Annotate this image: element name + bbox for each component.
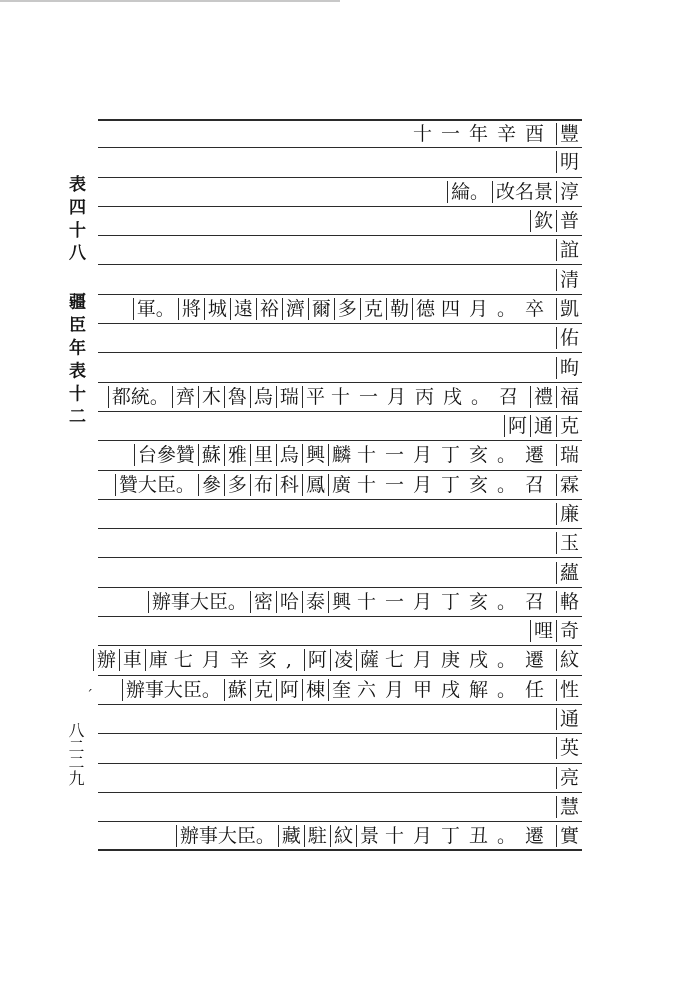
row-cells: [556, 353, 582, 381]
row-cells: [530, 617, 582, 645]
caption-char: 十: [65, 220, 85, 238]
row-cells: [115, 471, 582, 499]
entry-cell: 七月庚戌。遷: [384, 649, 553, 672]
row-cells: [556, 558, 582, 586]
entry-cell: 紋: [330, 825, 356, 847]
entry-cell: 麟: [328, 444, 354, 466]
table-row: [98, 324, 582, 353]
table-row: [98, 148, 582, 177]
entry-cell: 辦事大臣。: [148, 591, 250, 613]
table-row: [98, 676, 582, 705]
official-table: [98, 119, 582, 851]
row-cells: [556, 793, 582, 821]
entry-cell: 十一月丁亥。遷: [356, 444, 553, 467]
official-name-cell: 誼: [556, 239, 582, 261]
official-name-cell: 實: [556, 825, 582, 847]
entry-cell: 鳳: [302, 474, 328, 496]
row-cells: [556, 265, 582, 293]
row-cells: [148, 588, 582, 616]
entry-cell: 哈: [276, 591, 302, 613]
row-cells: [122, 676, 582, 704]
entry-cell: 七月辛亥,: [173, 649, 301, 672]
official-name-cell: 瑞: [556, 444, 582, 466]
entry-cell: 平: [302, 386, 328, 408]
table-row: [98, 529, 582, 558]
official-name-cell: 淳: [556, 181, 582, 203]
table-row: [98, 236, 582, 265]
table-row: [98, 588, 582, 617]
table-row: [98, 500, 582, 529]
entry-cell: 阿: [304, 649, 330, 671]
entry-cell: 雅: [224, 444, 250, 466]
table-row: [98, 383, 582, 412]
entry-cell: 濟: [282, 298, 308, 320]
entry-cell: 瑞: [276, 386, 302, 408]
row-cells: [504, 412, 582, 440]
side-caption: [58, 175, 92, 424]
table-row: [98, 734, 582, 763]
entry-cell: 爾: [308, 298, 334, 320]
entry-cell: 四月。卒: [440, 297, 553, 320]
official-name-cell: 福: [556, 386, 582, 408]
official-name-cell: 慧: [556, 796, 582, 818]
entry-cell: 城: [204, 298, 230, 320]
entry-cell: 辦事大臣。: [176, 825, 278, 847]
official-name-cell: 昫: [556, 357, 582, 379]
row-cells: [410, 121, 582, 147]
caption-char: 表: [65, 361, 85, 379]
entry-cell: 興: [302, 444, 328, 466]
entry-cell: 軍。: [133, 298, 178, 320]
entry-cell: 欽: [530, 210, 556, 232]
entry-cell: 車: [119, 649, 145, 671]
entry-cell: 德: [412, 298, 438, 320]
entry-cell: 通: [530, 415, 556, 437]
entry-cell: 十一月丙戌。召: [330, 385, 527, 408]
table-row: [98, 295, 582, 324]
entry-cell: 克: [360, 298, 386, 320]
row-cells: [93, 646, 582, 674]
table-row: [98, 764, 582, 793]
official-name-cell: 廉: [556, 503, 582, 525]
table-row: [98, 646, 582, 675]
entry-cell: 十一月丁亥。召: [356, 473, 553, 496]
entry-cell: 烏: [250, 386, 276, 408]
entry-cell: 辦: [93, 649, 119, 671]
entry-cell: 六月甲戌解。任: [356, 678, 553, 701]
table-row: [98, 793, 582, 822]
entry-cell: 蘇: [224, 679, 250, 701]
official-name-cell: 亮: [556, 767, 582, 789]
entry-cell: 禮: [530, 386, 556, 408]
caption-char: 表: [65, 175, 85, 192]
entry-cell: 魯: [224, 386, 250, 408]
entry-cell: 棟: [302, 679, 328, 701]
caption-char: 四: [65, 197, 85, 215]
entry-cell: 興: [328, 591, 354, 613]
official-name-cell: 凱: [556, 298, 582, 320]
entry-cell: 科: [276, 474, 302, 496]
entry-cell: 烏: [276, 444, 302, 466]
entry-cell: 辦事大臣。: [122, 679, 224, 701]
entry-cell: 泰: [302, 591, 328, 613]
table-row: [98, 822, 582, 851]
table-row: [98, 353, 582, 382]
official-name-cell: 紋: [556, 649, 582, 671]
official-name-cell: 通: [556, 708, 582, 730]
row-cells: [556, 764, 582, 792]
table-row: [98, 441, 582, 470]
caption-char: 年: [65, 338, 85, 356]
page-number: 八二二九: [66, 722, 85, 786]
entry-cell: 裕: [256, 298, 282, 320]
official-name-cell: 克: [556, 415, 582, 437]
official-name-cell: 佑: [556, 327, 582, 349]
entry-cell: 奎: [328, 679, 354, 701]
official-name-cell: 普: [556, 210, 582, 232]
entry-cell: 駐: [304, 825, 330, 847]
caption-char: 八: [65, 243, 85, 261]
row-cells: [556, 148, 582, 176]
caption-char: 十: [65, 384, 85, 402]
row-cells: [176, 822, 582, 849]
entry-cell: 廣: [328, 474, 354, 496]
entry-cell: 綸。: [447, 181, 492, 203]
official-name-cell: 豐: [556, 123, 582, 145]
row-cells: [556, 705, 582, 733]
table-row: [98, 471, 582, 500]
row-cells: [556, 500, 582, 528]
official-name-cell: 性: [556, 679, 582, 701]
margin-tick: ˊ: [86, 688, 93, 704]
table-row: [98, 617, 582, 646]
entry-cell: 克: [250, 679, 276, 701]
entry-cell: 多: [334, 298, 360, 320]
row-cells: [556, 236, 582, 264]
entry-cell: 阿: [504, 415, 530, 437]
official-name-cell: 玉: [556, 532, 582, 554]
row-cells: [556, 324, 582, 352]
entry-cell: 十一年辛酉: [412, 123, 553, 146]
row-cells: [556, 734, 582, 762]
row-cells: [556, 529, 582, 557]
entry-cell: 哩: [530, 620, 556, 642]
row-cells: [133, 295, 582, 323]
entry-cell: 十月丁丑。遷: [384, 824, 553, 847]
row-cells: [447, 178, 582, 206]
entry-cell: 薩: [356, 649, 382, 671]
entry-cell: 庫: [145, 649, 171, 671]
entry-cell: 凌: [330, 649, 356, 671]
table-row: [98, 412, 582, 441]
official-name-cell: 霖: [556, 474, 582, 496]
entry-cell: 十一月丁亥。召: [356, 590, 553, 613]
table-row: [98, 705, 582, 734]
entry-cell: 景: [356, 825, 382, 847]
entry-cell: 密: [250, 591, 276, 613]
entry-cell: 將: [178, 298, 204, 320]
official-name-cell: 蘊: [556, 562, 582, 584]
official-name-cell: 明: [556, 151, 582, 173]
entry-cell: 藏: [278, 825, 304, 847]
table-row: [98, 178, 582, 207]
entry-cell: 遠: [230, 298, 256, 320]
official-name-cell: 輅: [556, 591, 582, 613]
entry-cell: 木: [198, 386, 224, 408]
caption-char: 疆: [65, 292, 85, 310]
entry-cell: 里: [250, 444, 276, 466]
row-cells: [530, 207, 582, 235]
caption-char: 臣: [65, 315, 85, 333]
row-cells: [108, 383, 582, 411]
scan-edge-mark: [0, 0, 340, 2]
table-row: [98, 207, 582, 236]
entry-cell: 改名景: [492, 181, 556, 203]
entry-cell: 齊: [172, 386, 198, 408]
row-cells: [134, 441, 582, 469]
caption-char: 二: [65, 407, 85, 425]
official-name-cell: 奇: [556, 620, 582, 642]
entry-cell: 都統。: [108, 386, 172, 408]
entry-cell: 多: [224, 474, 250, 496]
table-row: [98, 558, 582, 587]
entry-cell: 贊大臣。: [115, 474, 198, 496]
entry-cell: 阿: [276, 679, 302, 701]
entry-cell: 勒: [386, 298, 412, 320]
official-name-cell: 清: [556, 269, 582, 291]
entry-cell: 台參贊: [134, 444, 198, 466]
table-row: [98, 119, 582, 148]
entry-cell: 參: [198, 474, 224, 496]
entry-cell: 蘇: [198, 444, 224, 466]
entry-cell: 布: [250, 474, 276, 496]
official-name-cell: 英: [556, 737, 582, 759]
table-row: [98, 265, 582, 294]
